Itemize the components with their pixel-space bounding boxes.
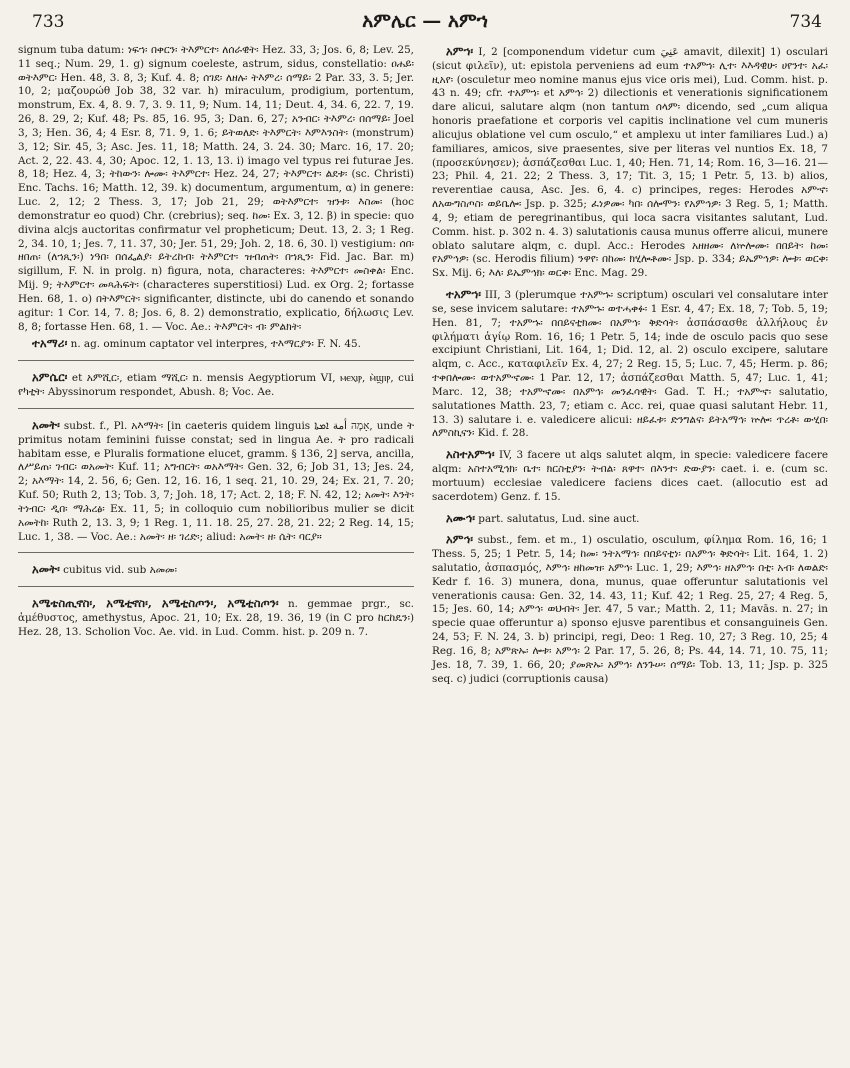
headword: አሜቴስጢኖስ፡, አሜቲኖስ፡, አሜቲስጦን፡, አሜቲስጦን፡ bbox=[32, 596, 279, 611]
headword: አምኀ፡ bbox=[446, 44, 474, 58]
entry-amat bbox=[18, 418, 414, 544]
divider bbox=[18, 408, 414, 409]
headword: ተአማሪ፡ bbox=[32, 336, 68, 351]
headword: አመት፡ bbox=[32, 417, 60, 432]
entry-amuh bbox=[432, 511, 828, 527]
entry-amh bbox=[432, 532, 828, 686]
entry-text: IV, 3 facere ut alqs salutet alqm, in specie: valedicere facere alqm: አስተአሚኅክ፡ ቤተ፡ ክርስቲያን፡ ትብል፡ ጸዋተ፡ በእንተ፡ ድውያን፡ caet. i. e. (cum sc. mortuum) ecclesiae valedicere faciens dices caet. (allocutio est ad sacerdotem) Genz. f. 15. bbox=[432, 449, 828, 503]
divider bbox=[18, 552, 414, 553]
headword: አምኅ፡ bbox=[446, 532, 473, 547]
headword: አስተአምኀ፡ bbox=[446, 447, 495, 462]
entry-amha-1 bbox=[432, 44, 828, 281]
entry-amha-3 bbox=[432, 287, 828, 441]
headword: ተአምኀ፡ bbox=[446, 287, 481, 302]
running-title: አምሌር — አምኀ bbox=[362, 10, 488, 32]
entry-tamari bbox=[18, 336, 414, 352]
headword: አምሴር፡ bbox=[32, 370, 68, 385]
entry-text: III, 3 (plerumque ተአምኁ፡ scriptum) osculari vel consalutare inter se, sese invicem salutare: ተአምኁ፡ ወተሓቀፉ፡ 1 Esr. 4, 47; Ex. 18, 7; Tob. 5, 19; Hen. 81, 7; ተአምኁ፡ በበይናቲክሙ፡ በአምኅ፡ ቅድሳት፡ ἀσπάσασθε ἀλλήλους ἐν φιλήματι ἁγίῳ Rom. 16, 16; 1 Petr. 5, 14; inde de osculo pacis quo sese excipiunt Christiani, Lit. 164, 1; Did. 12, al. 2) osculo excipere, salutare alqm, c. Acc., καταφιλεῖν Ex. 4, 27; 2 Reg. 15, 5; Luc. 7, 45; Herm. p. 86; ተቀበሎሙ፡ ወተአምኆሙ፡ 1 Par. 12, 17; ἀσπάζεσθαι Matth. 5, 47; Luc. 1, 41; Marc. 12, 38; ተአምኆሙ፡ በአምኅ፡ መንፈሳዊት፡ Gad. T. H.; ተአምኆ፡ salutatio, salutationes Matth. 23, 7; etiam c. Acc. rei, quae quasi salutant Hebr. 11, 13. 3) salutare i. e. valedicere alicui: ዘይፈቱ፡ ድንግልና፡ ይትአማኅ፡ ኵሎ፡ ጥረቶ፡ ውሂበ፡ ለምስኪናን፡ Kid. f. 28. bbox=[432, 289, 828, 440]
page-header bbox=[20, 10, 830, 38]
divider bbox=[18, 586, 414, 587]
entry-text: n. gemmae prgr., sc. ἀμέθυστος, amethystus, Apoc. 21, 10; Ex. 28, 19. 36, 19 (in C pro ከርከዴን፡) Hez. 28, 13. Scholion Voc. Ae. vid. in Lud. Comm. hist. p. 209 n. 7. bbox=[18, 598, 414, 638]
entry-amsir bbox=[18, 370, 414, 400]
entry-text: n. ag. ominum captator vel interpres, ተእማርያን፡ F. N. 45. bbox=[70, 338, 361, 351]
entry-text: subst., fem. et m., 1) osculatio, osculum, φίλημα Rom. 16, 16; 1 Thess. 5, 25; 1 Petr. 5, 14; ከመ፡ ንትአማኅ፡ በበይናቲነ፡ በአምኅ፡ ቅድሳት፡ Lit. 164, 1. 2) salutatio, ἀσπασμός, እምኅ፡ ዘከመዝ፡ አምኅ፡ Luc. 1, 29; እምኅ፡ ዘአምኅ፡ በቲ፡ አብ፡ ለወልድ፡ Kedr f. 16. 3) munera, dona, munus, quae offeruntur salutationis vel venerationis causa: Gen. 32, 14. 43, 11; Kuf. 42; 1 Reg. 25, 27; 4 Reg. 5, 15; Jes. 60, 14; አምኅ፡ ወህብት፡ Jer. 47, 5 var.; Matth. 2, 11; Mavās. n. 27; in specie quae offeruntur a) sponso ejusve parentibus et consanguineis Gen. 24, 53; F. N. 24, 3. b) principi, regi, Deo: 1 Reg. 10, 27; 3 Reg. 10, 25; 4 Reg. 16, 8; አምጽኡ፡ ሎቱ፡ አምኅ፡ 2 Par. 17, 5. 26, 8; Ps. 44, 14. 71, 10. 75, 11; Jes. 18, 7. 39, 1. 66, 20; ያመጽኡ፡ አምኅ፡ ለንጉሠ፡ ሰማይ፡ Tob. 13, 11; Jsp. p. 325 seq. c) judici (corruptionis causa) bbox=[432, 534, 829, 685]
left-page-number: 733 bbox=[32, 12, 65, 32]
headword: አሙኅ፡ bbox=[446, 510, 475, 525]
entry-continuation: signum tuba datum: ነፍኀ፡ በቀርን፡ ትእምርተ፡ ለሰራዊት፡ Hez. 33, 3; Jos. 6, 8; Lev. 25, 11 seq.; Num. 29, 1. g) signum coeleste, astrum, sidus, constellatio: ዐሐይ፡ ወትእምር፡ Hen. 48, 3. 8, 3; Kuf. 4. 8; ሰገደ፡ ለዘሉ፡ ትእምረ፡ ሰማይ፡ 2 Par. 33, 3. 5; Jer. 10, 2; μαζουρώθ Job 38, 32 var. h) miraculum, prodigium, portentum, monstrum, Ex. 4, 8. 9. 7, 3. 9. 11, 9; Num. 14, 11; Deut. 4, 34. 6, 22. 7, 19. 26, 8. 29, 2; Kuf. 48; Ps. 85, 16. 95, 3; Dan. 6, 27; አንብር፡ ትእምረ፡ በሰማይ፡ Joel 3, 3; Hen. 36, 4; 4 Esr. 8, 71. 9, 1. 6; ይትወለድ፡ ትእምርት፡ እምእንስት፡ (monstrum) 3, 12; Sir. 45, 3; Asc. Jes. 11, 18; Matth. 24, 3. 24. 30; Marc. 16, 17. 20; Act. 2, 22. 43. 4, 30; Apoc. 12, 1. 13, 13. i) imago vel typus rei futurae Jes. 8, 18; Hez. 4, 3; ትከውን፡ ሎሙ፡ ትእምርተ፡ Hez. 24, 27; ትእምርተ፡ ልደቱ፡ (sc. Christi) Enc. Tachs. 16; Matth. 12, 39. k) documentum, argumentum, α) in genere: Luc. 2, 12; 2 Thess. 3, 17; Job 21, 29; ወትእምርተ፡ ዝንቱ፡ እስመ፡ (hoc demonstratur eo quod) Chr. (crebrius); seq. ከመ፡ Ex. 3, 12. β) in specie: quo divina alcjs auctoritas confirmatur vel propheticum; Deut. 13, 2. 3; 1 Reg. 2, 34. 10, 1; Jes. 7, 11. 37, 30; Jer. 51, 29; Joh. 2, 18. 6, 30. l) vestigium: ሰበ፡ ዘበጠ፡ (ለኀጺን፡) ነዓበ፡ በሰፌልያ፡ ይትረከብ፡ ትእምርተ፡ ዝብጠት፡ በኀጺን፡ Fid. Jac. Bar. m) sigillum, F. N. in prolg. n) figura, nota, characteres: ትእምርተ፡ መስቀል፡ Enc. Mij. 9; ትእምርተ፡ መጻሕፍት፡ (characteres superstitiosi) Lud. ex Org. 2; fortasse Hen. 68, 1. o) በትእምርት፡ significanter, distincte, ubi do canendo et sonando agitur: 1 Cor. 14, 7. 8; Jos. 6, 8. 2) demonstratio, explicatio, δήλωσις Lev. 8, 8; fortasse Hen. 68, 1. — Voc. Ae.: ትእምርት፡ ብ፡ ምልክት፡ bbox=[18, 44, 414, 333]
entry-text: part. salutatus, Lud. sine auct. bbox=[478, 512, 640, 525]
entry-text: cubitus vid. sub አመመ፡ bbox=[63, 564, 177, 577]
left-column bbox=[18, 44, 414, 642]
entry-amha-4 bbox=[432, 447, 828, 504]
entry-amat-cubitus bbox=[18, 562, 414, 578]
right-column bbox=[432, 44, 828, 688]
entry-text: et አምሺር፡, etiam ማሺር፡ n. mensis Aegyptiorum VI, ⲙⲉⲭⲓⲣ, ⲙ̀ϣⲓⲣ, cui የካቲት፡ Abyssinorum respondet, Abush. 8; Voc. Ae. bbox=[18, 372, 414, 399]
entry-amethyst bbox=[18, 596, 414, 639]
entry-text: I, 2 [componendum videtur cum عَنِيَ amavit, dilexit] 1) osculari (sicut φιλεῖν), ut: epistola perveniens ad eum ተአምኀ፡ ሊተ፡ እእዳዊሁ፡ ሀየንተ፡ አፈ፡ ዚአየ፡ (osculetur meo nomine manus ejus vice oris mei), Lud. Comm. hist. p. 43 n. 49; cfr. ተአምኀ፡ et አምኅ፡ 2) dilectionis et venerationis significationem dare alicui, salutare alqm (non tantum ሰላም፡ dicendo, sed „cum aliqua honoris praefatione et corporis vel capitis inclinatione vel cum muneris alicujus oblatione vel cum osculo,“ et amplexu ut inter familiares Lud.) a) familiares, amicos, sive praesentes, sive per literas vel nuntios Ex. 18, 7 (προσεκύνησεν); ἀσπάζεσθαι Luc. 1, 40; Hen. 71, 14; Rom. 16, 3—16. 21—23; Phil. 4, 21. 22; 2 Thess. 3, 17; Tit. 3, 15; 1 Petr. 5, 13. b) alios, reverentiae causa, Asc. Jes. 6, 4. c) principes, reges: Herodes አምኆ፡ ለአውግስጦስ፡ ወይቤሎ፡ Jsp. p. 325; ፈነዎሙ፡ ካበ፡ ሰሎሞን፡ የአምኅዎ፡ 3 Reg. 5, 1; Matth. 4, 9; etiam de peregrinantibus, qui loca sacra visitantes salutant, Lud. Comm. hist. p. 302 n. 4. 3) salutationis causa munus offerre alicui, munere oblato salutare alqm, c. dupl. Acc.: Herodes አዘዘሙ፡ ለኵሎሙ፡ በበይት፡ ከመ፡ የአምኅዎ፡ (sc. Herodis filium) ንዋየ፡ በከመ፡ ክሂሎቶሙ፡ Jsp. p. 334; ይኤምኅዎ፡ ሎቱ፡ ወርቀ፡ Sx. Mij. 6; እለ፡ ይኤምኅክ፡ ወርቀ፡ Enc. Mag. 29. bbox=[432, 46, 828, 280]
divider bbox=[18, 360, 414, 361]
right-page-number: 734 bbox=[789, 12, 822, 32]
headword: አመት፡ bbox=[32, 562, 60, 577]
entry-text: subst. f., Pl. አእማት፡ [in caeteris quidem linguis אָמָה أمة ܐܡܬܐ, unde ት primitus notam feminini fuisse constat; sed in lingua Ae. ት pro radicali habitam esse, e Pluralis formatione elucet, gramm. § 136, 2] serva, ancilla, ለሥይጠ፡ ገብር፡ ወአመት፡ Kuf. 11; አግብርት፡ ወአእማት፡ Gen. 32, 6; Job 31, 13; Jes. 24, 2; አእማት፡ 14, 2. 56, 6; Gen. 12, 16. 16, 1 seq. 21, 10. 29, 24; Ex. 21, 7. 20; Kuf. 50; Ruth 2, 13; Tob. 3, 7; Joh. 18, 17; Act. 2, 18; F. N. 42, 12; አመት፡ እንት፡ ትነብር፡ ዲበ፡ ማሕረፅ፡ Ex. 11, 5; in colloquio cum nobilioribus mulier se dicit አመትከ፡ Ruth 2, 13. 3, 9; 1 Reg. 1, 11. 18. 25, 27. 28, 21. 22; 2 Reg. 14, 15; Luc. 1, 38. — Voc. Ae.: አመት፡ ዘ፡ ገረድ፡; aliud: አመት፡ ዘ፡ ሴት፡ ባርያ። bbox=[18, 419, 415, 543]
